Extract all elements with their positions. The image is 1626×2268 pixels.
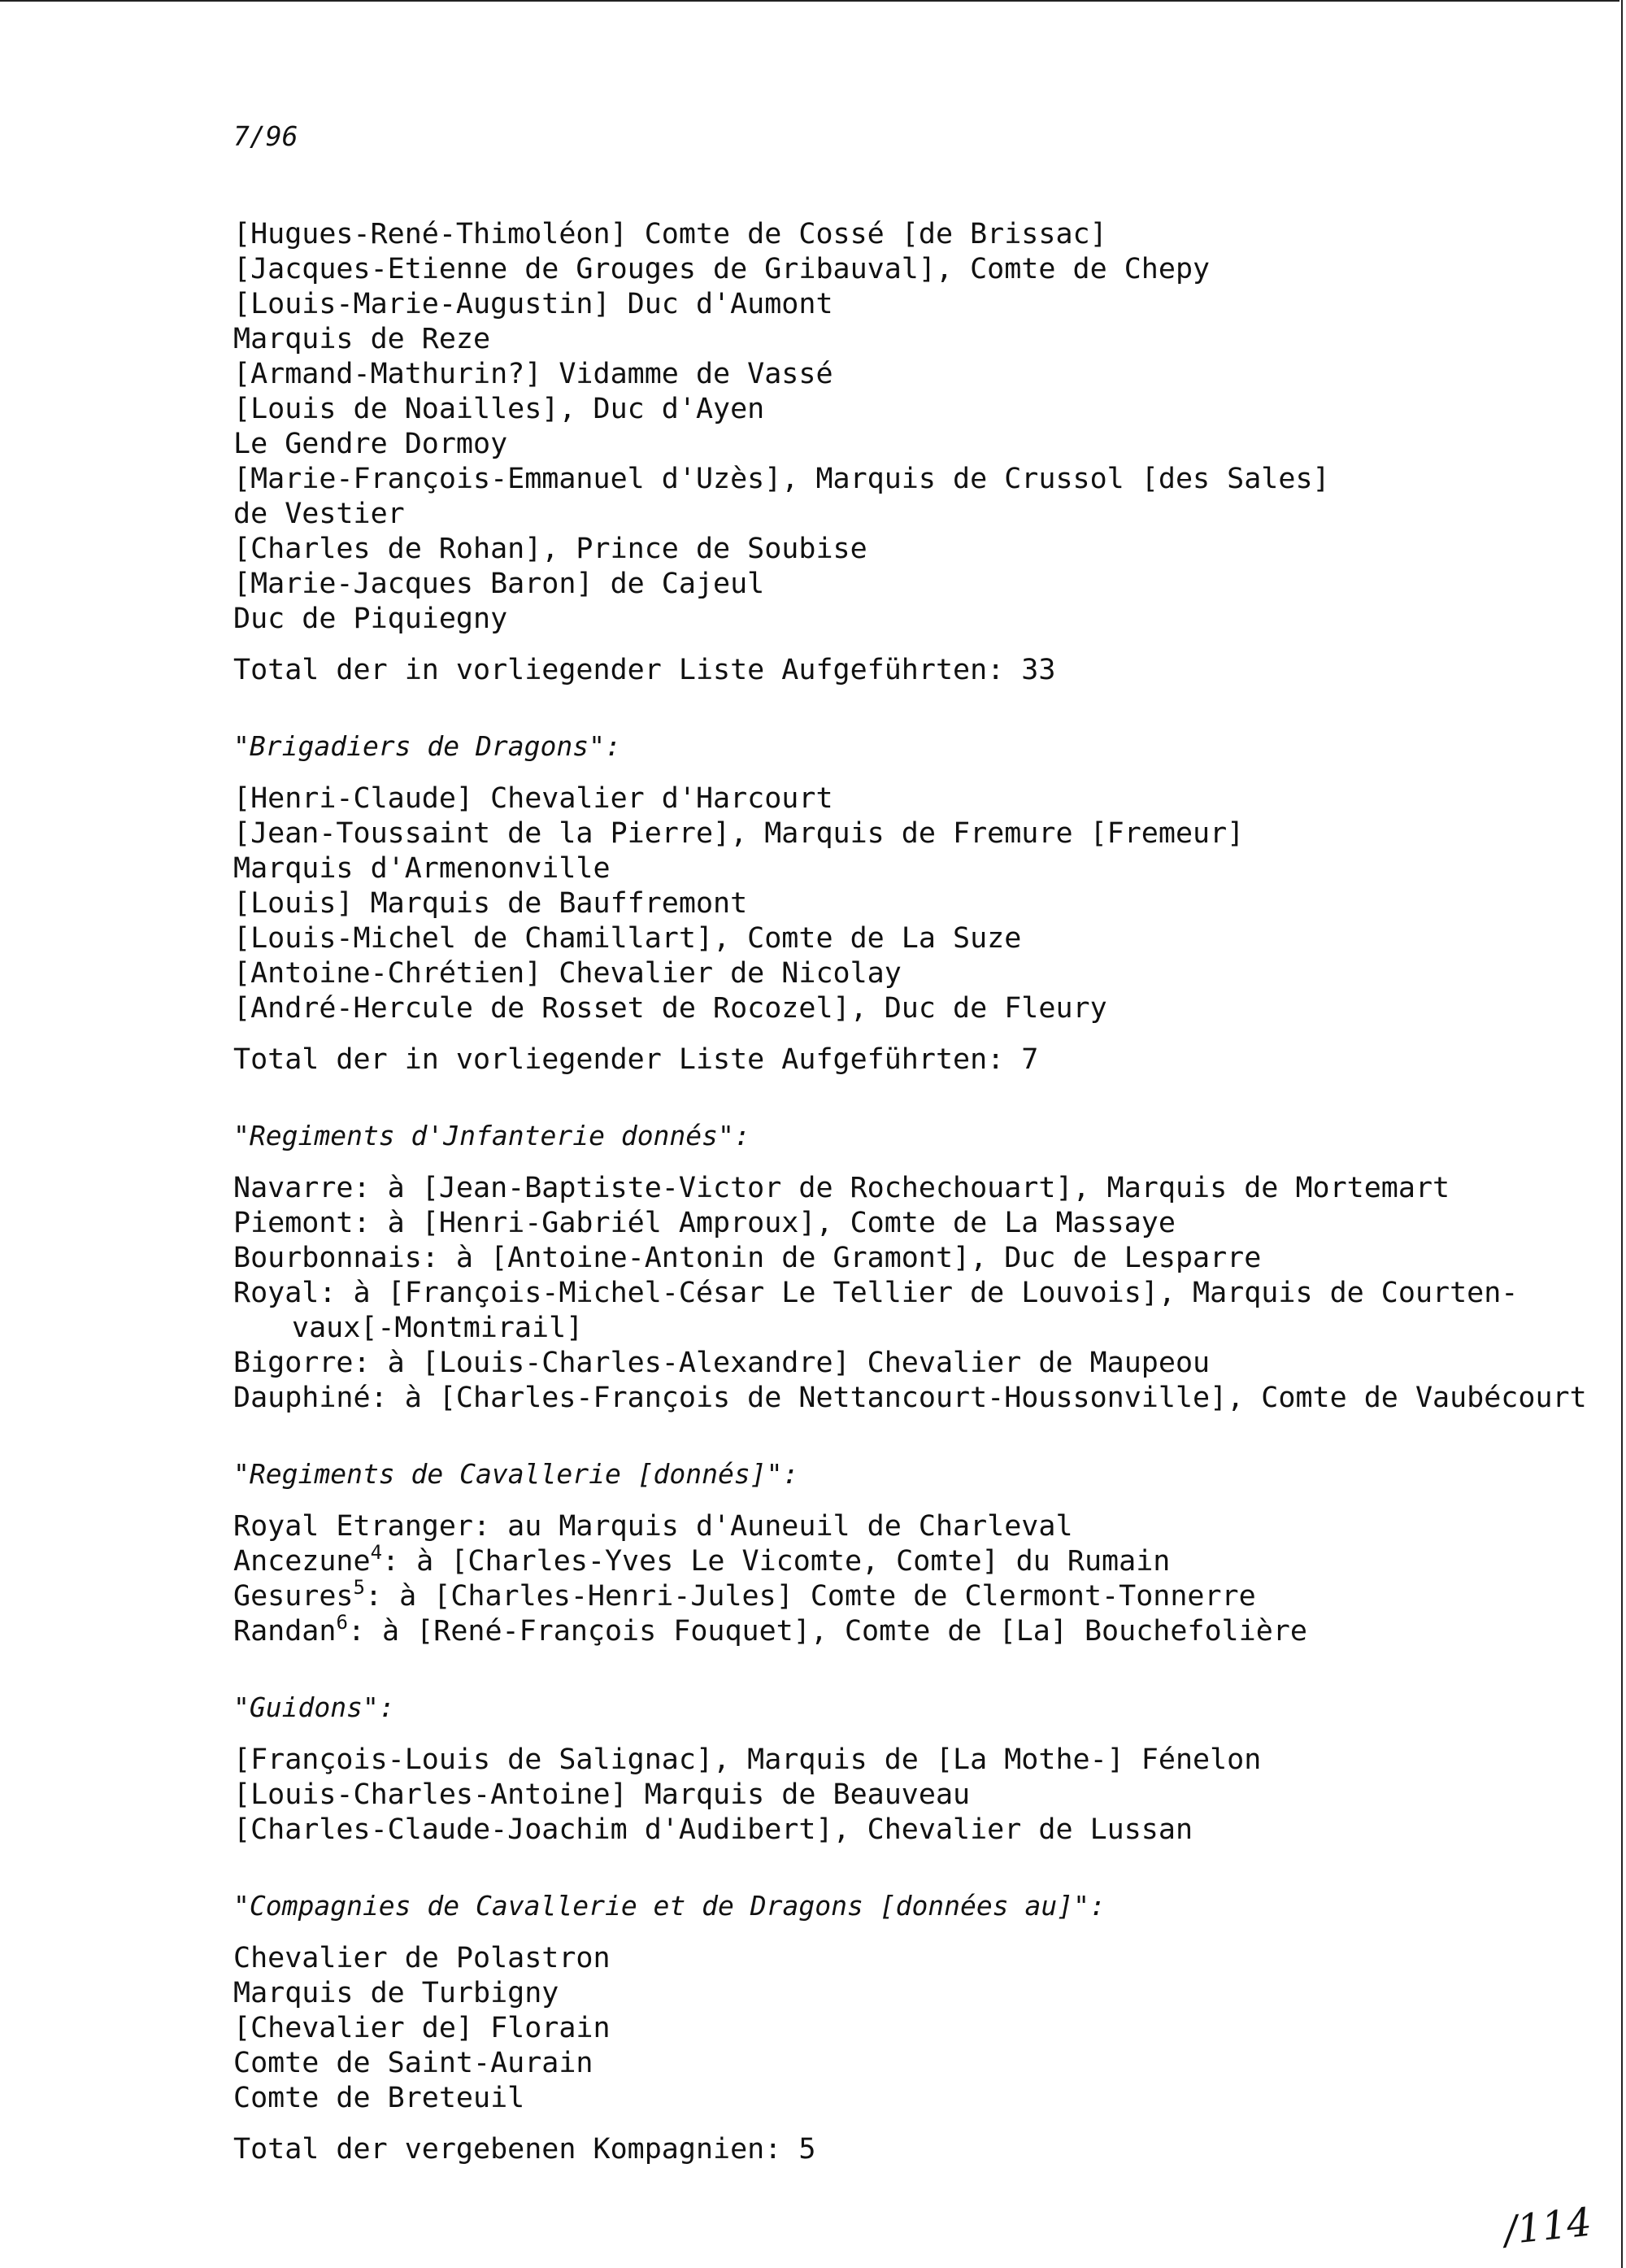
list-item: Royal: à [François-Michel-César Le Tellier de Louvois], Marquis de Courten- [233,1277,1519,1309]
regiment-name: Randan [233,1615,337,1648]
list-item: Marquis de Turbigny [233,1977,559,2009]
list-item: [Chevalier de] Florain [233,2012,611,2044]
list-item: Bigorre: à [Louis-Charles-Alexandre] Chevalier de Maupeou [233,1347,1211,1379]
list-item: [Louis-Marie-Augustin] Duc d'Aumont [233,288,833,320]
list-item: Navarre: à [Jean-Baptiste-Victor de Rochechouart], Marquis de Mortemart [233,1172,1450,1204]
brigadiers-total: Total der in vorliegender Liste Aufgeführten: 7 [233,1043,1039,1076]
list-item: [Louis de Noailles], Duc d'Ayen [233,393,765,425]
guidons-heading: "Guidons": [233,1691,395,1723]
footnote-marker: 6 [336,1611,348,1634]
list-item: Bourbonnais: à [Antoine-Antonin de Gramont], Duc de Lesparre [233,1242,1262,1274]
list-item: [Marie-Jacques Baron] de Cajeul [233,568,765,600]
list-item [233,1541,1550,1579]
list-item: [Henri-Claude] Chevalier d'Harcourt [233,782,833,815]
list-item: Duc de Piquiegny [233,603,508,635]
list-item: Piemont: à [Henri-Gabriél Amproux], Comte de La Massaye [233,1207,1176,1239]
cavallerie-section [233,1456,1550,1649]
list-item: Chevalier de Polastron [233,1942,611,1974]
list-item: Marquis de Reze [233,323,491,355]
brigadiers-heading: "Brigadiers de Dragons": [233,730,621,762]
page-right-border [1621,0,1623,2268]
list-item [233,1576,1550,1614]
list-item: [Louis-Michel de Chamillart], Comte de La Suze [233,922,1022,955]
section-1 [233,217,1550,688]
list-item [233,1611,1550,1649]
list-item: Comte de Saint-Aurain [233,2047,593,2079]
footnote-marker: 5 [353,1576,365,1599]
list-item: [Jean-Toussaint de la Pierre], Marquis de Fremure [Fremeur] [233,817,1245,850]
list-item: [André-Hercule de Rosset de Rocozel], Duc de Fleury [233,992,1107,1025]
regiment-name: Ancezune [233,1545,371,1578]
regiment-assignment: : à [René-François Fouquet], Comte de [La] Bouchefolière [347,1615,1307,1648]
list-item: [Louis] Marquis de Bauffremont [233,887,748,920]
compagnies-section [233,1888,1550,2167]
list-item: Dauphiné: à [Charles-François de Nettancourt-Houssonville], Comte de Vaubécourt [233,1382,1587,1414]
list-item: de Vestier [233,498,405,530]
list-item: [François-Louis de Salignac], Marquis de [La Mothe-] Fénelon [233,1743,1262,1776]
list-item: [Jacques-Etienne de Grouges de Gribauval], Comte de Chepy [233,253,1211,285]
compagnies-total: Total der vergebenen Kompagnien: 5 [233,2133,816,2166]
list-item: [Charles de Rohan], Prince de Soubise [233,533,867,565]
guidons-section [233,1690,1550,1848]
infanterie-section [233,1118,1587,1416]
list-item: [Armand-Mathurin?] Vidamme de Vassé [233,358,833,390]
regiment-name: Gesures [233,1580,354,1613]
handwritten-page-note: /114 [1502,2199,1594,2254]
page-top-border [0,0,1619,2]
brigadiers-section [233,729,1550,1077]
list-item: Comte de Breteuil [233,2082,525,2114]
compagnies-heading: "Compagnies de Cavallerie et de Dragons [données au]": [233,1890,1106,1922]
list-item: [Marie-François-Emmanuel d'Uzès], Marquis de Crussol [des Sales] [233,463,1330,495]
section-1-total: Total der in vorliegender Liste Aufgeführten: 33 [233,654,1056,686]
list-item: [Antoine-Chrétien] Chevalier de Nicolay [233,957,902,990]
list-item-continuation: vaux[-Montmirail] [292,1312,584,1344]
list-item: Royal Etranger: au Marquis d'Auneuil de Charleval [233,1510,1073,1543]
list-item: Le Gendre Dormoy [233,428,508,460]
list-item: [Charles-Claude-Joachim d'Audibert], Chevalier de Lussan [233,1813,1193,1846]
regiment-assignment: : à [Charles-Yves Le Vicomte, Comte] du Rumain [382,1545,1171,1578]
regiment-assignment: : à [Charles-Henri-Jules] Comte de Clermont-Tonnerre [364,1580,1256,1613]
list-item: [Hugues-René-Thimoléon] Comte de Cossé [de Brissac] [233,218,1107,250]
page-number: 7/96 [233,120,298,152]
infanterie-heading: "Regiments d'Jnfanterie donnés": [233,1120,750,1151]
list-item: [Louis-Charles-Antoine] Marquis de Beauveau [233,1778,971,1811]
list-item: Marquis d'Armenonville [233,852,611,885]
cavallerie-heading: "Regiments de Cavallerie [donnés]": [233,1458,799,1490]
footnote-marker: 4 [370,1541,383,1564]
document-page [233,120,1587,2167]
